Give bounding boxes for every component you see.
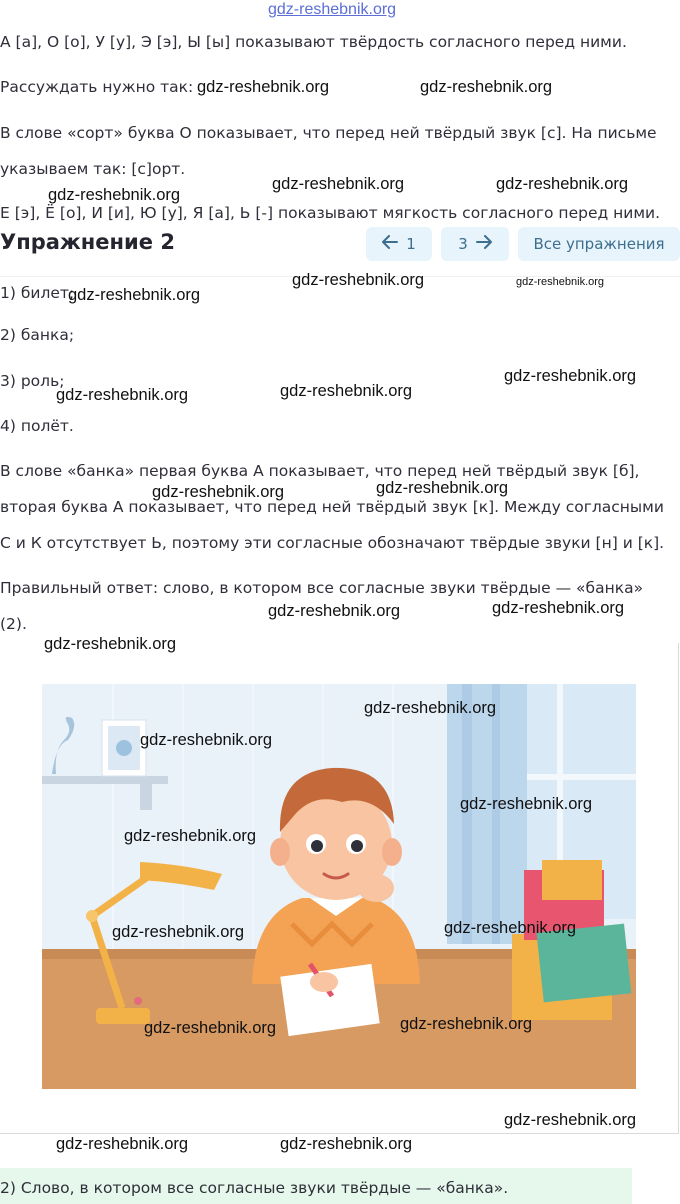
next-exercise-label: 3 <box>458 235 468 253</box>
watermark-text: gdz-reshebnik.org <box>364 699 497 717</box>
intro-line-3: В слове «сорт» буква О показывает, что перед ней твёрдый звук [с]. На письме <box>0 124 657 142</box>
option-3: 3) роль; <box>0 372 65 390</box>
option-2: 2) банка; <box>0 326 75 344</box>
watermark-text: gdz-reshebnik.org <box>292 271 425 289</box>
intro-line-1: А [а], О [о], У [у], Э [э], Ы [ы] показывают твёрдость согласного перед ними. <box>0 33 627 51</box>
watermark-text: gdz-reshebnik.org <box>420 78 553 96</box>
all-exercises-button[interactable] <box>518 227 680 261</box>
intro-line-2: Рассуждать нужно так: <box>0 78 194 96</box>
watermark-text: gdz-reshebnik.org <box>144 1019 277 1037</box>
watermark-text: gdz-reshebnik.org <box>112 923 245 941</box>
explanation-line-5: (2). <box>0 615 27 633</box>
watermark-link[interactable]: gdz-reshebnik.org <box>268 1 397 18</box>
explanation-line-2: вторая буква А показывает, что перед ней твёрдый звук [к]. Между согласными <box>0 498 664 516</box>
arrow-left-icon <box>382 235 398 253</box>
watermark-text: gdz-reshebnik.org <box>56 386 189 404</box>
watermark-text: gdz-reshebnik.org <box>48 186 181 204</box>
watermark-text: gdz-reshebnik.org <box>152 483 285 501</box>
watermark-text: gdz-reshebnik.org <box>140 731 273 749</box>
watermark-text: gdz-reshebnik.org <box>124 827 257 845</box>
watermark-text: gdz-reshebnik.org <box>197 78 330 96</box>
arrow-right-icon <box>476 235 492 253</box>
watermark-text: gdz-reshebnik.org <box>492 599 625 617</box>
all-exercises-label: Все упражнения <box>533 235 665 253</box>
answer-text: 2) Слово, в котором все согласные звуки твёрдые — «банка». <box>0 1179 509 1197</box>
explanation-line-3: С и К отсутствует Ь, поэтому эти согласные обозначают твёрдые звуки [н] и [к]. <box>0 534 665 552</box>
watermark-text: gdz-reshebnik.org <box>444 919 577 937</box>
watermark-text: gdz-reshebnik.org <box>280 382 413 400</box>
watermark-text: gdz-reshebnik.org <box>56 1135 189 1153</box>
answer-box <box>0 1168 632 1204</box>
watermark-text: gdz-reshebnik.org <box>504 367 637 385</box>
watermark-text: gdz-reshebnik.org <box>516 276 605 288</box>
intro-line-4: указываем так: [с]орт. <box>0 160 186 178</box>
explanation-line-1: В слове «банка» первая буква А показывает, что перед ней твёрдый звук [б], <box>0 462 640 480</box>
next-exercise-button[interactable] <box>441 227 509 261</box>
watermark-text: gdz-reshebnik.org <box>400 1015 533 1033</box>
watermark-text: gdz-reshebnik.org <box>44 635 177 653</box>
boy-at-desk-illustration <box>42 684 636 1089</box>
watermark-text: gdz-reshebnik.org <box>272 175 405 193</box>
watermark-text: gdz-reshebnik.org <box>376 479 509 497</box>
watermark-text: gdz-reshebnik.org <box>68 286 201 304</box>
watermark-text: gdz-reshebnik.org <box>504 1111 637 1129</box>
option-1: 1) билет; <box>0 284 75 302</box>
exercise-title: Упражнение 2 <box>0 230 175 254</box>
intro-line-5: Е [э], Ё [о], И [и], Ю [у], Я [а], Ь [-] показывают мягкость согласного перед ними. <box>0 204 661 222</box>
option-4: 4) полёт. <box>0 417 74 435</box>
prev-exercise-label: 1 <box>406 235 416 253</box>
watermark-text: gdz-reshebnik.org <box>280 1135 413 1153</box>
explanation-line-4: Правильный ответ: слово, в котором все согласные звуки твёрдые — «банка» <box>0 579 644 597</box>
watermark-text: gdz-reshebnik.org <box>496 175 629 193</box>
watermark-text: gdz-reshebnik.org <box>268 602 401 620</box>
prev-exercise-button[interactable] <box>366 227 432 261</box>
watermark-text: gdz-reshebnik.org <box>460 795 593 813</box>
